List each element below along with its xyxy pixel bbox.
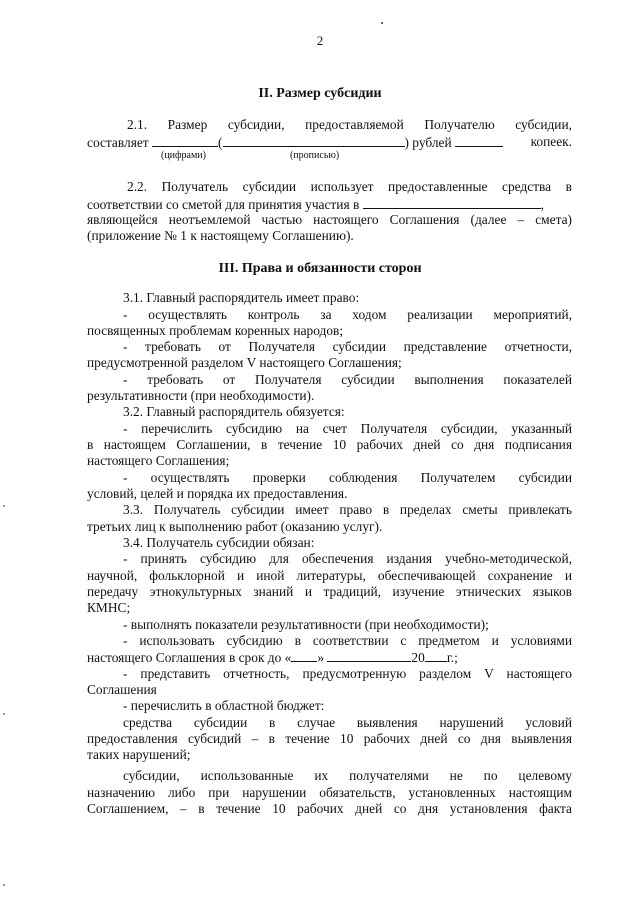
s3-line: средства субсидии в случае выявления нарушений условий — [123, 715, 572, 730]
s3-line: 3.2. Главный распорядитель обязуется: — [123, 404, 345, 419]
p22-line1: 2.2. Получатель субсидии использует предоставленные средства в — [127, 179, 572, 194]
p21-line2 — [87, 134, 572, 151]
scan-speck — [381, 22, 383, 24]
year-prefix: 20 — [411, 650, 425, 665]
s3-line: - представить отчетность, предусмотренную разделом V настоящего — [123, 666, 572, 681]
s3-line: в настоящем Соглашении, в течение 10 рабочих дней со дня подписания — [87, 437, 572, 452]
s3-deadline-line — [87, 649, 458, 666]
s3-line: таких нарушений; — [87, 747, 191, 762]
digits-blank — [152, 134, 218, 147]
s3-line: назначению либо при нарушении обязательств, установленных настоящим — [87, 785, 572, 800]
year-suffix: г.; — [446, 650, 458, 665]
s3-line: субсидии, использованные их получателями не по целевому — [123, 768, 572, 783]
deadline-text: настоящего Соглашения в срок до « — [87, 650, 292, 665]
s3-line: результативности (при необходимости). — [87, 388, 315, 403]
p21-word-sostavlyaet: составляет — [87, 135, 149, 150]
event-blank — [363, 196, 541, 209]
hint-digits: (цифрами) — [161, 150, 206, 161]
words-blank — [223, 134, 405, 147]
day-blank — [291, 649, 317, 662]
s3-line: 3.3. Получатель субсидии имеет право в пределах сметы привлекать — [123, 502, 572, 517]
p22-line2-text: соответствии со сметой для принятия участия в — [87, 197, 360, 212]
s3-line: условий, целей и порядка их предоставления. — [87, 486, 348, 501]
s3-line: - осуществлять контроль за ходом реализации мероприятий, — [123, 307, 572, 322]
p22-line2 — [87, 196, 544, 213]
s3-line: посвященных проблемам коренных народов; — [87, 323, 344, 338]
s3-line: 3.4. Получатель субсидии обязан: — [123, 535, 315, 550]
s3-line: - перечислить субсидию на счет Получателя субсидии, указанный — [123, 421, 572, 436]
s3-line: настоящего Соглашения; — [87, 453, 230, 468]
p22-line4: (приложение № 1 к настоящему Соглашению). — [87, 228, 354, 243]
s3-line: - требовать от Получателя субсидии выполнения показателей — [123, 372, 572, 387]
p21-line1: 2.1. Размер субсидии, предоставляемой Получателю субсидии, — [127, 117, 572, 132]
s3-line: предусмотренной разделом V настоящего Соглашения; — [87, 355, 402, 370]
quote-close: » — [317, 650, 325, 665]
p22-line3: являющейся неотъемлемой частью настоящего Соглашения (далее – смета) — [87, 212, 572, 227]
scan-speck — [3, 884, 5, 886]
s3-line: 3.1. Главный распорядитель имеет право: — [123, 290, 360, 305]
s3-line: - выполнять показатели результативности (при необходимости); — [123, 617, 489, 632]
page-number: 2 — [316, 33, 324, 48]
s3-line: третьих лиц к выполнению работ (оказанию услуг). — [87, 519, 383, 534]
s3-line: - перечислить в областной бюджет: — [123, 698, 325, 713]
kopeks-blank — [455, 134, 503, 147]
s3-line: - принять субсидию для обеспечения издания учебно-методической, — [123, 551, 572, 566]
s3-line: - осуществлять проверки соблюдения Получателем субсидии — [123, 470, 572, 485]
s3-line: Соглашением, – в течение 10 рабочих дней со дня установления факта — [87, 801, 572, 816]
paren-open: ( — [218, 135, 223, 150]
month-blank — [327, 649, 411, 662]
s3-line: - использовать субсидию в соответствии с предметом и условиями — [123, 633, 572, 648]
p21-rubles: ) рублей — [404, 135, 452, 150]
s3-line: КМНС; — [87, 600, 131, 615]
section3-title: III. Права и обязанности сторон — [218, 261, 422, 276]
scan-speck — [3, 713, 5, 715]
s3-line: Соглашения — [87, 682, 157, 697]
s3-line: - требовать от Получателя субсидии представление отчетности, — [123, 339, 572, 354]
s3-line: предоставления субсидий – в течение 10 рабочих дней со дня выявления — [87, 731, 572, 746]
year-blank — [425, 649, 447, 662]
s3-line: научной, фольклорной и иной литературы, обеспечивающей сохранение и — [87, 568, 572, 583]
s3-line: передачу этнокультурных знаний и традиций, изучение этнических языков — [87, 584, 572, 599]
section2-title: II. Размер субсидии — [258, 86, 382, 101]
p22-comma: , — [540, 197, 545, 212]
scan-speck — [3, 505, 5, 507]
p21-kopeks: копеек. — [530, 134, 572, 149]
hint-words: (прописью) — [290, 150, 340, 161]
